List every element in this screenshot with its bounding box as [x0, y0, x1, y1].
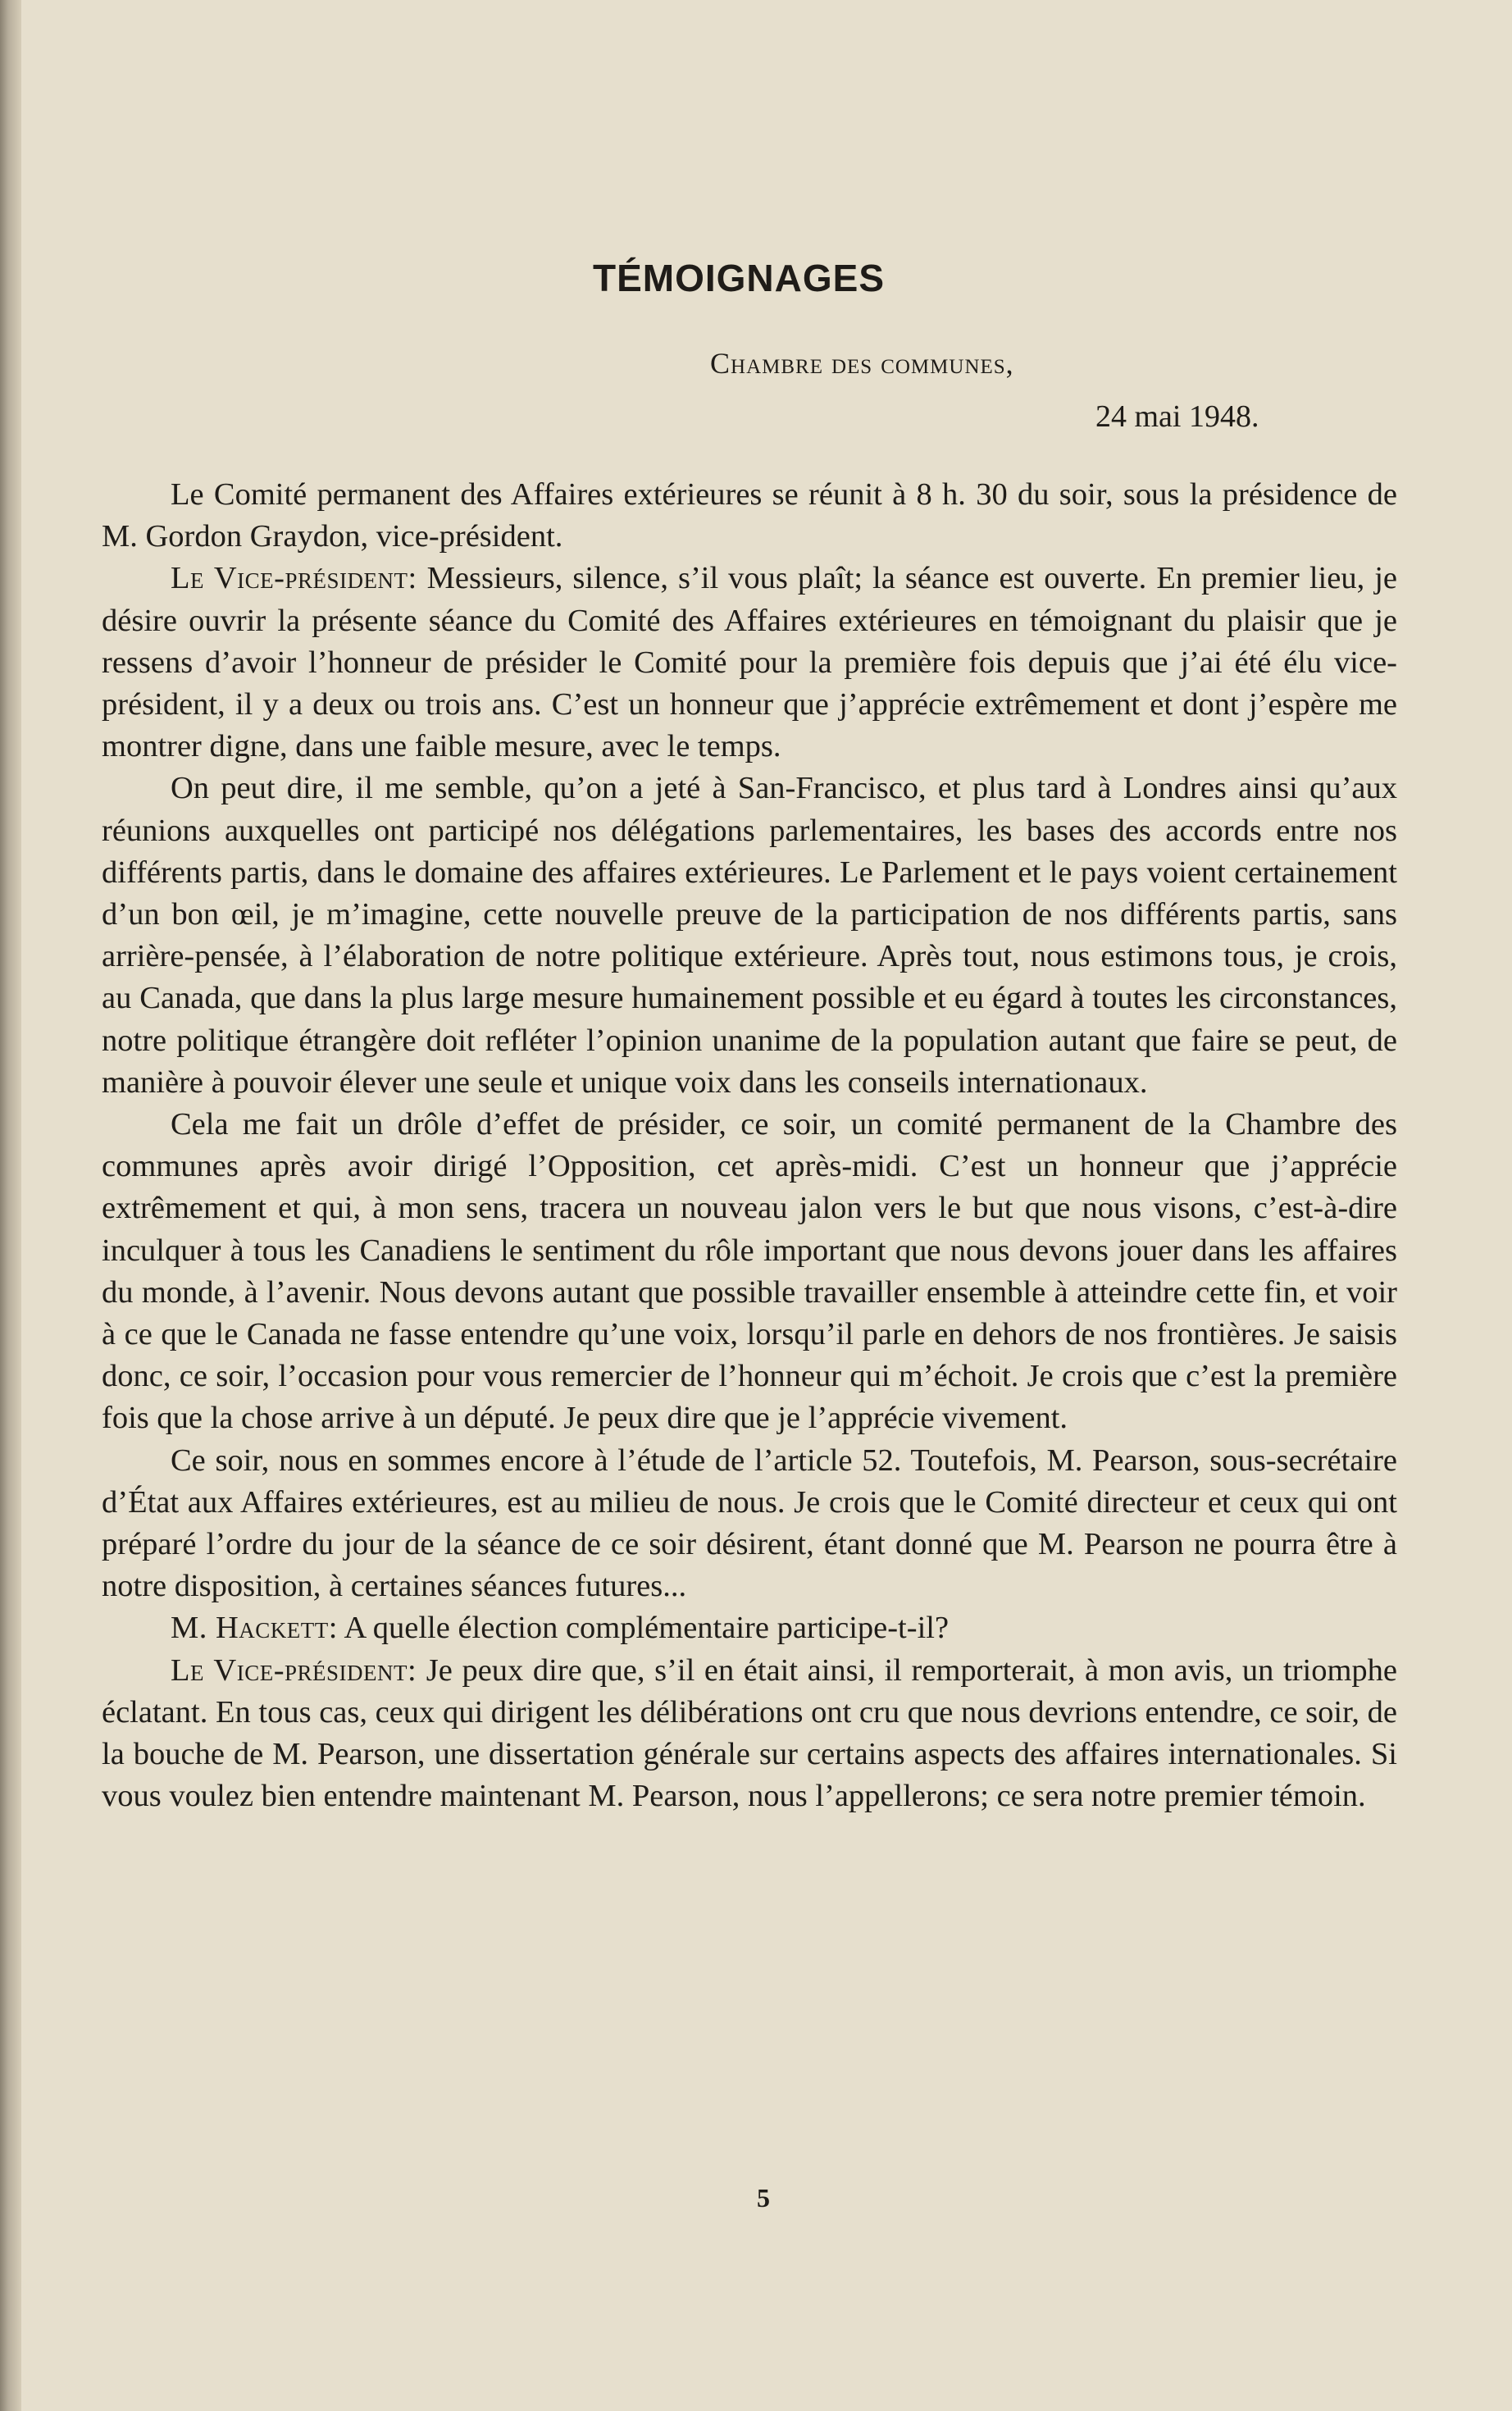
paragraph	[102, 1607, 1397, 1649]
paragraph-text: Messieurs, silence, s’il vous plaît; la séance est ouverte. En premier lieu, je désire ouvrir la présente séance du Comité des Affaires extérieures en témoignant du plaisir que je ressens d’avoir l’honneur de présider le Comité pour la première fois depuis que j’ai été élu vice-président, il y a deux ou trois ans. C’est un honneur que j’apprécie extrêmement et dont j’espère me montrer digne, dans une faible mesure, avec le temps.	[102, 561, 1397, 764]
date-line: 24 mai 1948.	[1095, 399, 1259, 434]
paragraph-text: Le Comité permanent des Affaires extérieures se réunit à 8 h. 30 du soir, sous la présidence de M. Gordon Graydon, vice-président.	[102, 477, 1397, 554]
paragraph	[102, 1440, 1397, 1608]
paragraph	[102, 768, 1397, 1104]
body-text	[102, 474, 1397, 1818]
page-title: TÉMOIGNAGES	[592, 257, 886, 299]
paragraph	[102, 558, 1397, 768]
book-spine-shadow	[0, 0, 21, 2411]
paragraph	[102, 1104, 1397, 1440]
speaker-name: M. Hackett:	[171, 1611, 338, 1646]
paragraph-text: On peut dire, il me semble, qu’on a jeté à San-Francisco, et plus tard à Londres ainsi qu’aux réunions auxquelles ont participé nos délégations parlementaires, les bases des accords entre nos différents partis, dans le domaine des affaires extérieures. Le Parlement et le pays voient certainement d’un bon œil, je m’imagine, cette nouvelle preuve de la participation de nos différents partis, sans arrière-pensée, à l’élaboration de notre politique extérieure. Après tout, nous estimons tous, je crois, au Canada, que dans la plus large mesure humainement possible et eu égard à toutes les circonstances, notre politique étrangère doit refléter l’opinion unanime de la population autant que faire se peut, de manière à pouvoir élever une seule et unique voix dans les conseils internationaux.	[102, 771, 1397, 1100]
paragraph	[102, 474, 1397, 558]
paragraph-text: A quelle élection complémentaire participe-t-il?	[337, 1611, 950, 1646]
speaker-name: Le Vice-président:	[171, 1652, 417, 1688]
page-number: 5	[757, 2183, 770, 2213]
paragraph-text: Ce soir, nous en sommes encore à l’étude de l’article 52. Toutefois, M. Pearson, sous-secrétaire d’État aux Affaires extérieures, est au milieu de nous. Je crois que le Comité directeur et ceux qui ont préparé l’ordre du jour de la séance de ce soir désirent, étant donné que M. Pearson ne pourra être à notre disposition, à certaines séances futures...	[102, 1442, 1397, 1604]
document-page	[21, 0, 1512, 2411]
location-line: Chambre des communes,	[710, 347, 1014, 380]
paragraph-text: Je peux dire que, s’il en était ainsi, il remporterait, à mon avis, un triomphe éclatant. En tous cas, ceux qui dirigent les délibérations ont cru que nous devrions entendre, ce soir, de la bouche de M. Pearson, une dissertation générale sur certains aspects des affaires internationales. Si vous voulez bien entendre maintenant M. Pearson, nous l’appellerons; ce sera notre premier témoin.	[102, 1652, 1397, 1814]
speaker-name: Le Vice-président:	[171, 561, 417, 596]
paragraph	[102, 1650, 1397, 1818]
paragraph-text: Cela me fait un drôle d’effet de présider, ce soir, un comité permanent de la Chambre des communes après avoir dirigé l’Opposition, cet après-midi. C’est un honneur que j’apprécie extrêmement et qui, à mon sens, tracera un nouveau jalon vers le but que nous visons, c’est-à-dire inculquer à tous les Canadiens le sentiment du rôle important que nous devons jouer dans les affaires du monde, à l’avenir. Nous devons autant que possible travailler ensemble à atteindre cette fin, et voir à ce que le Canada ne fasse entendre qu’une voix, lorsqu’il parle en dehors de nos frontières. Je saisis donc, ce soir, l’occasion pour vous remercier de l’honneur qui m’échoit. Je crois que c’est la première fois que la chose arrive à un député. Je peux dire que je l’apprécie vivement.	[102, 1107, 1397, 1436]
